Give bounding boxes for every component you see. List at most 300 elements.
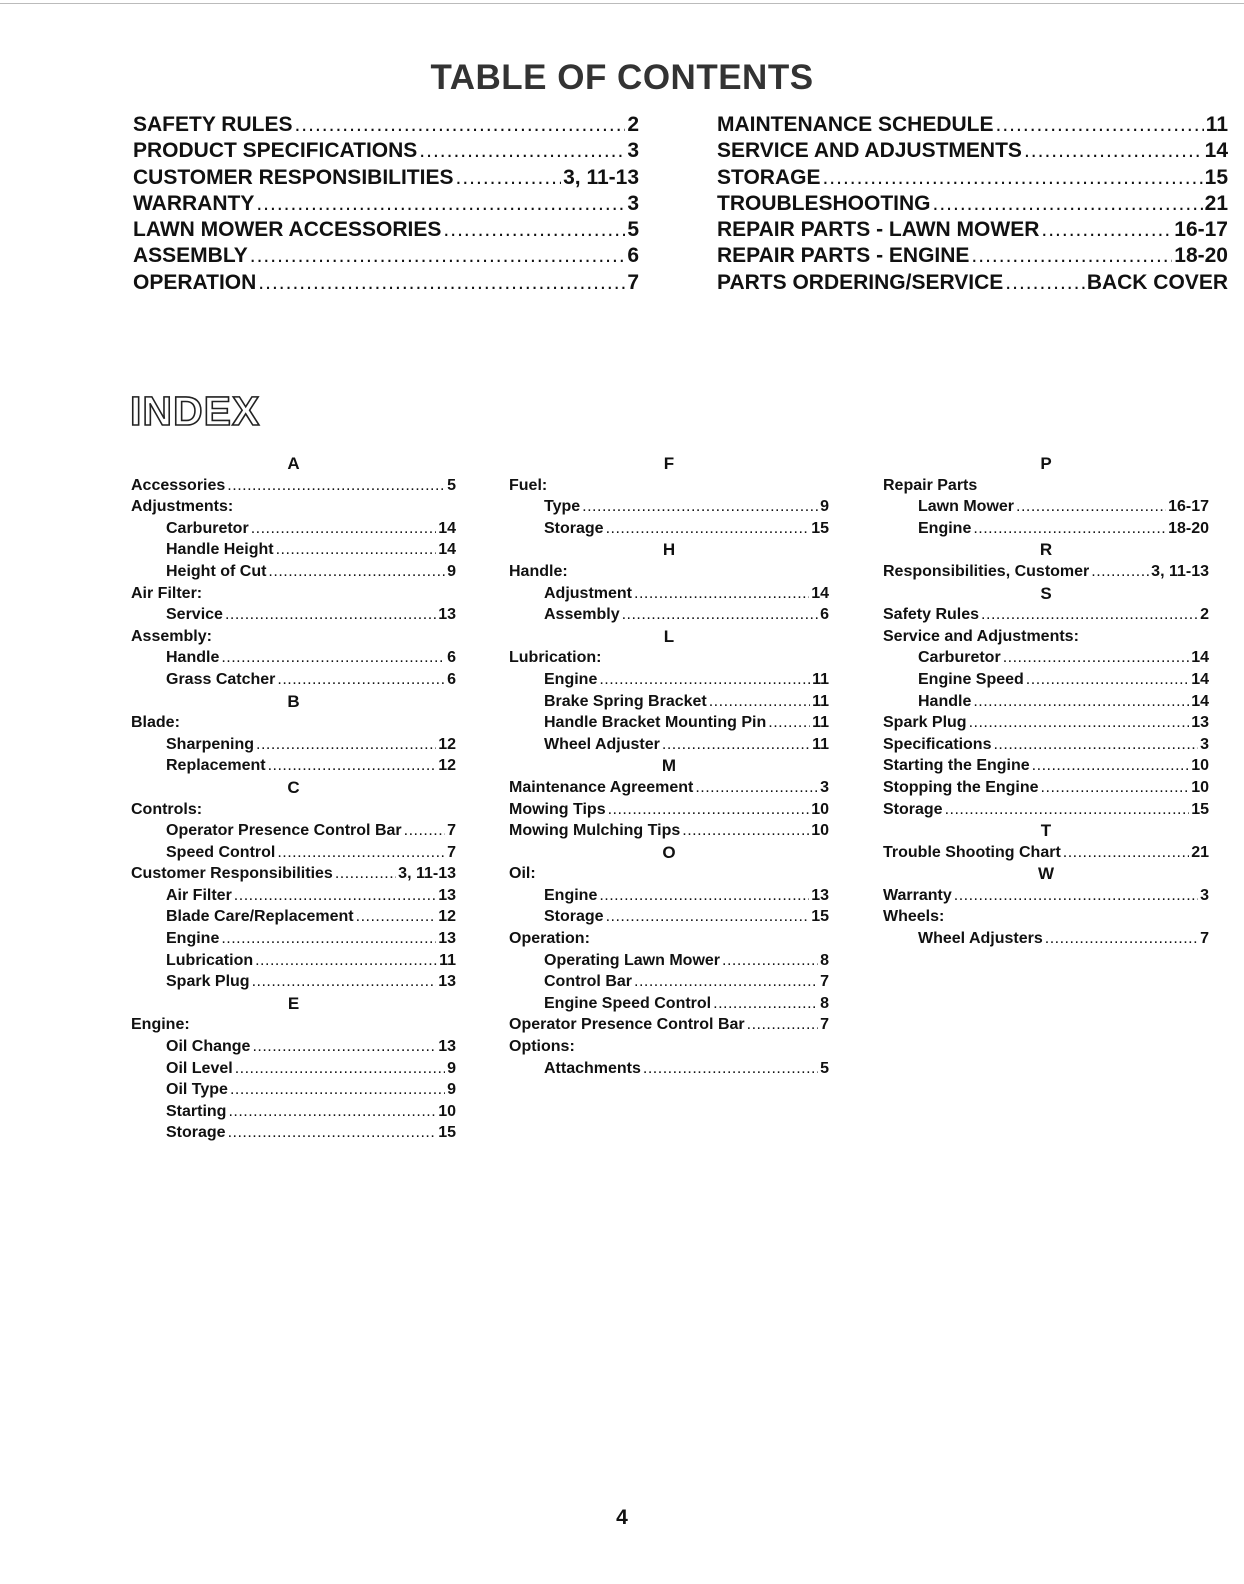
index-entry-label: Engine [918,519,972,537]
index-entry-page: 12 [438,757,456,775]
toc-left-column [133,112,639,296]
index-entry-label: Carburetor [918,649,1001,667]
index-entry-label: Wheel Adjuster [544,735,660,753]
index-entry-page: 8 [820,951,829,969]
dot-leader [634,971,818,993]
index-entry [509,777,829,799]
index-entry-label: Spark Plug [166,973,250,991]
index-entry-label: Safety Rules [883,606,980,624]
index-entry-label: Spark Plug [883,714,967,732]
index-entry-label: Mowing Mulching Tips [509,822,681,840]
index-group-heading: Oil: [509,865,536,883]
index-subentry [883,669,1209,691]
dot-leader [230,1079,445,1101]
dot-leader [973,691,1189,713]
toc-entry-page: 2 [627,113,639,136]
index-entry-label: Attachments [544,1059,641,1077]
index-entry-label: Storage [883,800,943,818]
index-entry-page: 5 [820,1059,829,1077]
index-entry-label: Storage [166,1124,226,1142]
index-subentry [509,885,829,907]
index-subentry [131,1122,456,1144]
dot-leader [1091,561,1149,583]
dot-leader [1032,755,1190,777]
index-entry-page: 13 [1191,714,1209,732]
index-entry-page: 3, 11-13 [398,865,456,883]
toc-entry-label: STORAGE [717,165,821,189]
dot-leader [277,669,445,691]
index-subentry [509,669,829,691]
index-entry-label: Speed Control [166,843,276,861]
index-entry-page: 15 [438,1124,456,1142]
index-column-1 [131,453,456,1144]
toc-right-column [717,112,1228,296]
dot-leader [255,950,437,972]
dot-leader [634,583,809,605]
index-entry-page: 11 [812,670,829,688]
index-entry [883,561,1209,583]
index-group-heading: Adjustments: [131,498,234,516]
toc-entry-label: CUSTOMER RESPONSIBILITIES [133,165,454,189]
dot-leader [682,820,809,842]
index-entry-label: Maintenance Agreement [509,778,694,796]
index-entry-page: 9 [447,562,456,580]
index-entry-page: 13 [438,886,456,904]
index-entry-page: 3 [1200,886,1209,904]
index-subentry [509,583,829,605]
index-entry-label: Control Bar [544,973,632,991]
index-entry-label: Customer Responsibilities [131,865,333,883]
dot-leader [277,842,445,864]
index-entry-page: 6 [447,649,456,667]
index-entry-label: Warranty [883,886,952,904]
index-group-heading: Fuel: [509,476,548,494]
toc-entry-label: ASSEMBLY [133,244,248,268]
index-entry-page: 11 [812,735,829,753]
index-group-heading: Air Filter: [131,584,203,602]
dot-leader [258,270,625,296]
index-group-heading: Operation: [509,930,590,948]
index-subentry [883,691,1209,713]
index-subentry [131,1058,456,1080]
index-subentry [131,755,456,777]
index-entry [131,475,456,497]
index-entry-page: 14 [1191,670,1209,688]
index-subentry [509,993,829,1015]
toc-entry-page: 5 [627,218,639,242]
index-subentry [883,518,1209,540]
index-entry-label: Type [544,498,581,516]
toc-entry-page: 14 [1204,139,1228,163]
toc-entry-page: 3 [627,139,639,163]
toc-entry-page: 21 [1204,191,1228,215]
index-subentry [131,647,456,669]
index-subentry [131,604,456,626]
index-entry-label: Operator Presence Control Bar [509,1016,745,1034]
index-letter-heading: P [1040,454,1052,473]
toc-entry [133,191,639,217]
index-subentry [131,669,456,691]
toc-entry [133,165,639,191]
index-entry-page: 6 [447,670,456,688]
index-entry-label: Carburetor [166,519,249,537]
index-subentry [509,906,829,928]
index-entry-page: 10 [1191,757,1209,775]
index-group-heading: Service and Adjustments: [883,627,1079,645]
index-letter-heading: S [1040,583,1052,603]
toc-entry-page: 16-17 [1174,218,1228,242]
index-entry-label: Stopping the Engine [883,778,1039,796]
index-entry-label: Handle [918,692,972,710]
dot-leader [747,1014,818,1036]
index-group-heading: Wheels: [883,908,945,926]
index-title: INDEX [130,388,261,434]
index-group-heading: Engine: [131,1016,190,1034]
toc-entry-label: PARTS ORDERING/SERVICE [717,270,1004,294]
index-entry-page: 10 [811,800,829,818]
index-entry-label: Lubrication [166,951,254,969]
dot-leader [294,112,625,138]
index-entry-page: 11 [812,692,829,710]
index-entry-label: Engine Speed Control [544,994,712,1012]
index-entry-page: 2 [1200,606,1209,624]
index-entry-page: 8 [820,994,829,1012]
index-entry-page: 21 [1191,843,1209,861]
index-letter-heading: T [1040,821,1052,841]
index-letter-heading: O [662,842,676,862]
index-group-heading: Blade: [131,714,180,732]
dot-leader [276,539,437,561]
index-entry-label: Handle [166,649,220,667]
index-subentry [131,1101,456,1123]
index-entry [883,842,1209,864]
dot-leader [606,906,810,928]
dot-leader [250,243,626,269]
dot-leader [221,647,445,669]
index-letter-heading: H [662,540,676,560]
index-subentry [131,1079,456,1101]
dot-leader [768,712,810,734]
dot-leader [933,191,1203,217]
index-subentry [131,734,456,756]
index-letter-heading: F [663,454,675,473]
index-entry [509,1014,829,1036]
index-entry-page: 10 [438,1102,456,1120]
toc-entry-label: TROUBLESHOOTING [717,191,931,215]
dot-leader [1016,496,1166,518]
dot-leader [606,518,810,540]
index-subentry [131,539,456,561]
index-entry-label: Grass Catcher [166,670,276,688]
index-entry-label: Replacement [166,757,266,775]
dot-leader [228,1101,436,1123]
dot-leader [252,971,437,993]
index-entry-page: 7 [447,843,456,861]
index-entry-label: Blade Care/Replacement [166,908,354,926]
index-entry-page: 12 [438,908,456,926]
index-subentry [509,518,829,540]
dot-leader [227,475,445,497]
toc-entry-label: SAFETY RULES [133,113,293,136]
toc-entry-label: LAWN MOWER ACCESSORIES [133,218,442,242]
toc-entry [717,217,1228,243]
dot-leader [608,799,810,821]
index-letter-heading: W [1037,864,1055,884]
index-entry [509,799,829,821]
index-subentry [883,647,1209,669]
dot-leader [996,112,1204,138]
dot-leader [1041,217,1172,243]
toc-entry-label: MAINTENANCE SCHEDULE [717,113,994,136]
dot-leader [1003,647,1190,669]
index-entry-label: Wheel Adjusters [918,930,1043,948]
toc-entry [133,112,639,138]
index-entry-page: 7 [820,973,829,991]
index-entry-label: Accessories [131,476,226,494]
index-entry-page: 9 [820,498,829,516]
toc-entry-label: REPAIR PARTS - ENGINE [717,244,970,268]
toc-entry [133,217,639,243]
index-entry-label: Engine [544,670,598,688]
index-group-heading: Options: [509,1038,575,1056]
index-letter-heading: C [287,777,300,797]
index-entry-page: 9 [447,1081,456,1099]
index-entry [883,755,1209,777]
index-entry-page: 3 [1200,735,1209,753]
dot-leader [404,820,445,842]
dot-leader [722,950,818,972]
index-entry-page: 3 [820,778,829,796]
index-subentry [509,950,829,972]
dot-leader [335,863,396,885]
dot-leader [252,1036,436,1058]
dot-leader [969,712,1190,734]
index-subentry [131,950,456,972]
toc-entry [717,243,1228,269]
index-entry-label: Operating Lawn Mower [544,951,721,969]
index-entry-label: Operator Presence Control Bar [166,822,402,840]
index-entry [883,885,1209,907]
index-entry-label: Handle Height [166,541,274,559]
index-entry-page: 5 [447,476,456,494]
index-subentry [509,734,829,756]
dot-leader [1026,669,1189,691]
dot-leader [954,885,1198,907]
index-entry-label: Brake Spring Bracket [544,692,707,710]
index-entry-page: 13 [811,886,829,904]
index-entry-page: 15 [811,908,829,926]
index-entry-label: Specifications [883,735,992,753]
dot-leader [234,885,436,907]
index-entry-label: Oil Level [166,1059,233,1077]
index-group-heading: Repair Parts [883,476,978,494]
index-entry-page: 6 [820,606,829,624]
index-column-3 [883,453,1209,950]
index-entry-page: 14 [1191,692,1209,710]
dot-leader [1045,928,1198,950]
index-entry-label: Sharpening [166,735,255,753]
dot-leader [256,191,625,217]
index-entry [883,799,1209,821]
index-entry-label: Air Filter [166,886,232,904]
index-entry-page: 18-20 [1168,519,1209,537]
toc-entry-label: OPERATION [133,270,257,294]
dot-leader [945,799,1190,821]
index-entry-page: 13 [438,930,456,948]
toc-entry-page: 18-20 [1174,244,1228,268]
toc-entry [717,138,1228,164]
dot-leader [713,993,818,1015]
toc-entry-label: WARRANTY [133,191,255,215]
dot-leader [709,691,810,713]
index-entry-page: 11 [812,714,829,732]
toc-entry-page: 3, 11-13 [563,165,639,189]
dot-leader [582,496,818,518]
index-letter-heading: A [287,454,300,473]
index-entry [883,734,1209,756]
dot-leader [1041,777,1190,799]
index-entry-label: Lawn Mower [918,498,1015,516]
dot-leader [268,755,437,777]
index-subentry [509,712,829,734]
index-entry-label: Storage [544,908,604,926]
toc-entry-label: PRODUCT SPECIFICATIONS [133,139,418,163]
index-entry-page: 15 [1191,800,1209,818]
dot-leader [695,777,818,799]
index-entry-page: 14 [438,519,456,537]
dot-leader [356,906,437,928]
index-entry [131,863,456,885]
index-entry-label: Engine [166,930,220,948]
page-number: 4 [616,1506,628,1529]
dot-leader [256,734,436,756]
dot-leader [599,885,809,907]
index-entry [509,820,829,842]
toc-entry [133,243,639,269]
index-subentry [131,1036,456,1058]
toc-entry-label: SERVICE AND ADJUSTMENTS [717,139,1022,163]
toc-entry [717,165,1228,191]
index-subentry [131,518,456,540]
index-letter-heading: L [663,626,675,646]
index-entry-label: Adjustment [544,584,632,602]
index-entry-page: 14 [1191,649,1209,667]
index-letter-heading: E [287,993,300,1013]
toc-entry [717,270,1228,296]
index-entry-page: 10 [811,822,829,840]
index-entry-page: 7 [447,822,456,840]
index-group-heading: Handle: [509,562,568,580]
index-entry-page: 7 [820,1016,829,1034]
dot-leader [643,1058,818,1080]
index-subentry [509,496,829,518]
toc-entry [133,270,639,296]
dot-leader [973,518,1166,540]
dot-leader [251,518,437,540]
toc-entry-page: 15 [1204,165,1228,189]
index-subentry [131,928,456,950]
index-entry-label: Handle Bracket Mounting Pin [544,714,767,732]
dot-leader [662,734,810,756]
index-entry [883,712,1209,734]
index-letter-heading: M [661,756,677,776]
scan-top-rule [0,3,1244,4]
index-subentry [131,885,456,907]
index-letter-heading: B [287,691,300,711]
dot-leader [993,734,1198,756]
dot-leader [1024,138,1203,164]
index-entry-label: Service [166,606,223,624]
index-subentry [883,496,1209,518]
dot-leader [622,604,819,626]
toc-entry-label: REPAIR PARTS - LAWN MOWER [717,218,1040,242]
index-entry-label: Engine Speed [918,670,1024,688]
index-subentry [131,842,456,864]
dot-leader [228,1122,437,1144]
index-subentry [509,691,829,713]
index-group-heading: Assembly: [131,627,212,645]
index-entry-page: 9 [447,1059,456,1077]
index-group-heading: Controls: [131,800,203,818]
dot-leader [221,928,436,950]
toc-entry [717,191,1228,217]
toc-entry [133,138,639,164]
index-column-2 [509,453,829,1079]
index-entry-label: Oil Change [166,1038,251,1056]
index-entry-label: Storage [544,519,604,537]
index-entry-page: 10 [1191,778,1209,796]
toc-entry-page: BACK COVER [1086,270,1228,294]
index-subentry [509,1058,829,1080]
dot-leader [235,1058,445,1080]
index-entry-label: Trouble Shooting Chart [883,843,1061,861]
index-entry-page: 14 [438,541,456,559]
dot-leader [225,604,436,626]
dot-leader [268,561,445,583]
index-subentry [509,971,829,993]
toc-title: TABLE OF CONTENTS [430,58,814,97]
index-entry-page: 7 [1200,930,1209,948]
toc-entry-page: 7 [627,270,639,294]
index-subentry [131,906,456,928]
index-entry [883,604,1209,626]
dot-leader [971,243,1172,269]
index-subentry [509,604,829,626]
index-subentry [883,928,1209,950]
index-entry-label: Responsibilities, Customer [883,562,1090,580]
index-entry-page: 12 [438,735,456,753]
dot-leader [456,165,562,191]
toc-entry-page: 3 [627,191,639,215]
index-subentry [131,820,456,842]
index-entry-page: 13 [438,606,456,624]
index-entry-label: Engine [544,886,598,904]
index-entry-label: Starting the Engine [883,757,1030,775]
index-entry-page: 13 [438,973,456,991]
toc-entry-page: 11 [1205,113,1228,136]
index-entry-label: Assembly [544,606,620,624]
index-entry-page: 3, 11-13 [1151,562,1209,580]
index-entry-page: 11 [439,951,456,969]
index-entry-label: Height of Cut [166,562,267,580]
dot-leader [443,217,625,243]
index-entry-label: Starting [166,1102,227,1120]
index-letter-heading: R [1039,540,1053,560]
index-entry-page: 14 [811,584,829,602]
index-entry [883,777,1209,799]
dot-leader [822,165,1202,191]
index-group-heading: Lubrication: [509,649,602,667]
